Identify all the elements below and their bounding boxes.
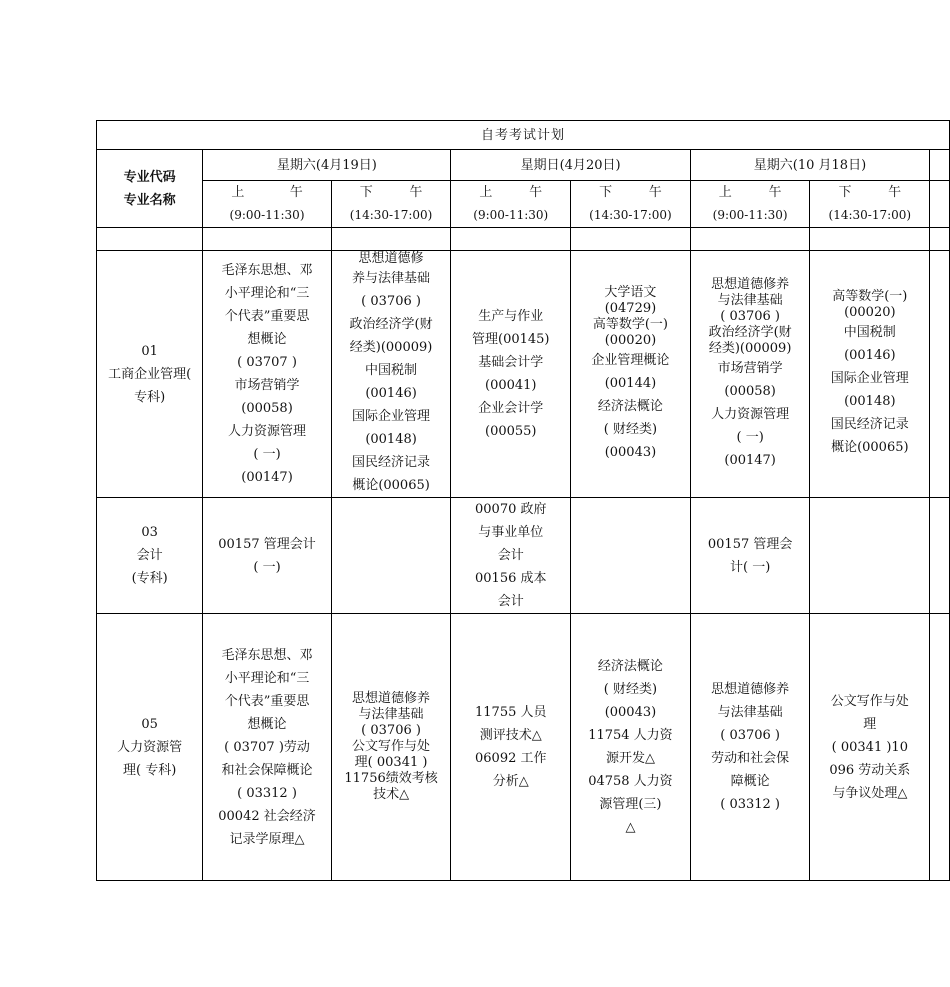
exam-subject-line: 00070 政府 xyxy=(475,502,547,517)
exam-cell xyxy=(331,614,451,881)
exam-cell xyxy=(571,498,691,614)
exam-subject-line: △ xyxy=(625,820,636,835)
exam-subject-line: 经济法概论 xyxy=(597,659,663,674)
clipped-column xyxy=(930,498,950,614)
exam-subject-line: (00043) xyxy=(604,444,657,460)
exam-cell xyxy=(331,498,451,614)
exam-subject-line: 经类)(00009) xyxy=(349,340,433,355)
table-row xyxy=(97,251,950,498)
code-label: 专业代码 xyxy=(123,169,176,185)
exam-subject-line: ( 03312 ) xyxy=(720,797,780,812)
exam-subject-line: 思想道德修养 xyxy=(711,276,790,292)
exam-subject-line: 大学语文 xyxy=(604,284,657,300)
exam-subject-line: 个代表”重要思 xyxy=(224,693,310,709)
major-cell xyxy=(97,251,203,498)
exam-subject-line: 生产与作业 xyxy=(478,309,544,324)
exam-subject-line: 中国税制 xyxy=(365,363,418,378)
exam-subject-line: 04758 人力资 xyxy=(588,774,673,789)
exam-subject-line: 高等数学(一) xyxy=(592,316,669,332)
day-header-row xyxy=(97,150,950,181)
exam-subject-line: ( 财经类) xyxy=(603,682,658,697)
exam-subject-line: 测评技术△ xyxy=(479,728,542,743)
exam-cell xyxy=(690,498,810,614)
major-code: 03 xyxy=(141,525,158,540)
exam-subject-line: 国民经济记录 xyxy=(352,455,431,470)
exam-subject-line: 经济法概论 xyxy=(597,398,663,414)
session-header-row xyxy=(97,181,950,228)
major-name: 人力资源管 xyxy=(117,739,183,755)
exam-subject-line: (00020) xyxy=(844,305,896,320)
exam-subject-line: 和社会保障概论 xyxy=(221,762,313,778)
exam-subject-line: ( 03707 ) xyxy=(237,355,297,370)
session-time: (14:30-17:00) xyxy=(589,208,672,222)
exam-subject-line: 与争议处理△ xyxy=(832,785,908,801)
major-name-line2: 理( 专科) xyxy=(123,762,177,778)
major-name-line2: (专科) xyxy=(131,571,168,586)
exam-subject-line: ( 03706 ) xyxy=(720,308,780,324)
exam-subject-line: (00144) xyxy=(604,375,657,391)
exam-subject-line: (00148) xyxy=(844,394,896,409)
exam-subject-line: 市场营销学 xyxy=(717,360,783,376)
exam-subject-line: 经类)(00009) xyxy=(708,340,792,356)
major-header xyxy=(97,150,203,228)
exam-subject-line: 与法律基础 xyxy=(717,292,783,308)
exam-subject-line: 个代表”重要思 xyxy=(224,309,310,324)
exam-subject-line: ( 一) xyxy=(253,447,281,462)
exam-subject-line: 与法律基础 xyxy=(717,705,783,720)
exam-cell xyxy=(690,251,810,498)
exam-subject-line: 思想道德修养 xyxy=(352,691,431,706)
exam-subject-line: 小平理论和“三 xyxy=(224,286,310,301)
major-cell xyxy=(97,498,203,614)
session-time: (9:00-11:30) xyxy=(473,208,549,222)
exam-subject-line: 分析△ xyxy=(492,774,529,789)
name-label: 专业名称 xyxy=(123,192,176,208)
exam-subject-line: 想概论 xyxy=(247,716,287,732)
exam-subject-line: 小平理论和“三 xyxy=(224,670,310,686)
exam-cell xyxy=(810,251,930,498)
exam-subject-line: 11755 人员 xyxy=(475,705,547,720)
clipped-column xyxy=(930,251,950,498)
major-name: 会计 xyxy=(136,548,163,563)
exam-subject-line: (04729) xyxy=(604,300,657,316)
spacer-row xyxy=(97,228,950,251)
clipped-column xyxy=(930,150,950,181)
exam-subject-line: 思想道德修养 xyxy=(711,682,790,697)
exam-subject-line: 11756绩效考核 xyxy=(344,771,438,786)
exam-subject-line: 高等数学(一) xyxy=(832,289,908,304)
session-time: (9:00-11:30) xyxy=(229,208,305,222)
exam-cell xyxy=(451,498,571,614)
exam-subject-line: ( 00341 )10 xyxy=(831,739,908,755)
exam-subject-line: 源开发△ xyxy=(605,751,655,766)
exam-subject-line: 国民经济记录 xyxy=(830,417,909,432)
session-header-2: 下 午 (14:30-17:00) xyxy=(331,181,451,228)
exam-cell xyxy=(203,614,331,881)
exam-subject-line: 记录学原理△ xyxy=(229,831,305,847)
exam-subject-line: 理( 00341 ) xyxy=(354,755,428,770)
exam-subject-line: 096 劳动关系 xyxy=(829,762,911,778)
exam-subject-line: 想概论 xyxy=(247,332,287,347)
exam-cell xyxy=(331,251,451,498)
exam-cell xyxy=(203,251,331,498)
exam-subject-line: 概论(00065) xyxy=(831,440,909,455)
exam-subject-line: ( 03707 )劳动 xyxy=(224,739,310,755)
exam-subject-line: 公文写作与处 xyxy=(830,693,909,709)
exam-cell xyxy=(810,498,930,614)
exam-subject-line: 会计 xyxy=(497,594,524,609)
exam-subject-line: 理 xyxy=(863,716,877,732)
title-row xyxy=(97,121,950,150)
exam-subject-line: (00058) xyxy=(724,383,776,399)
exam-subject-line: 基础会计学 xyxy=(478,355,544,370)
exam-subject-line: 00157 管理会计 xyxy=(218,536,316,552)
major-cell xyxy=(97,614,203,881)
exam-subject-line: 政治经济学(财 xyxy=(349,317,433,332)
exam-cell xyxy=(571,614,691,881)
exam-subject-line: (00058) xyxy=(241,401,293,416)
exam-subject-line: 概论(00065) xyxy=(352,478,430,493)
exam-subject-line: 国际企业管理 xyxy=(830,371,909,386)
exam-schedule-table xyxy=(96,120,950,881)
exam-cell xyxy=(451,614,571,881)
day-header-3: 星期六(10 月18日) xyxy=(690,150,929,181)
clipped-column xyxy=(930,181,950,228)
exam-subject-line: (00148) xyxy=(365,432,417,447)
exam-subject-line: 企业管理概论 xyxy=(591,352,670,368)
exam-cell xyxy=(571,251,691,498)
exam-subject-line: 国际企业管理 xyxy=(352,409,431,424)
exam-subject-line: (00146) xyxy=(365,386,417,401)
exam-subject-line: 00042 社会经济 xyxy=(218,808,316,824)
exam-subject-line: 管理(00145) xyxy=(472,332,550,347)
exam-subject-line: 00156 成本 xyxy=(475,571,547,586)
session-header-6: 下 午 (14:30-17:00) xyxy=(810,181,930,228)
session-header-4: 下 午 (14:30-17:00) xyxy=(571,181,691,228)
exam-subject-line: 06092 工作 xyxy=(475,751,547,766)
exam-subject-line: (00147) xyxy=(241,470,293,485)
schedule-title: 自考考试计划 xyxy=(97,121,950,150)
exam-subject-line: 养与法律基础 xyxy=(352,271,431,286)
exam-subject-line: 市场营销学 xyxy=(234,378,300,393)
exam-subject-line: 技术△ xyxy=(373,787,410,802)
exam-subject-line: ( 03706 ) xyxy=(361,294,421,309)
exam-subject-line: 人力资源管理 xyxy=(228,424,307,439)
exam-subject-line: 毛泽东思想、邓 xyxy=(221,263,313,278)
exam-subject-line: 11754 人力资 xyxy=(588,728,673,743)
session-header-5: 上 午 (9:00-11:30) xyxy=(690,181,810,228)
day-header-2: 星期日(4月20日) xyxy=(451,150,690,181)
day-header-1: 星期六(4月19日) xyxy=(203,150,451,181)
exam-subject-line: (00146) xyxy=(844,348,896,363)
exam-subject-line: ( 03312 ) xyxy=(237,785,297,801)
exam-subject-line: 源管理(三) xyxy=(599,797,662,812)
exam-subject-line: 00157 管理会 xyxy=(707,536,793,552)
exam-subject-line: 计( 一) xyxy=(729,559,771,575)
exam-subject-line: ( 一) xyxy=(736,429,764,445)
exam-cell xyxy=(203,498,331,614)
exam-subject-line: ( 03706 ) xyxy=(361,723,421,738)
exam-subject-line: ( 一) xyxy=(253,559,281,575)
session-time: (9:00-11:30) xyxy=(712,208,788,222)
exam-cell xyxy=(690,614,810,881)
exam-subject-line: 中国税制 xyxy=(843,325,896,340)
exam-cell xyxy=(451,251,571,498)
table-row xyxy=(97,614,950,881)
session-header-3: 上 午 (9:00-11:30) xyxy=(451,181,571,228)
major-code: 01 xyxy=(141,343,158,359)
exam-subject-line: 与事业单位 xyxy=(478,525,544,540)
exam-subject-line: ( 财经类) xyxy=(603,421,658,437)
exam-subject-line: (00041) xyxy=(485,378,537,393)
exam-subject-line: 公文写作与处 xyxy=(352,739,431,754)
exam-subject-line: 与法律基础 xyxy=(358,707,424,722)
exam-subject-line: (00020) xyxy=(604,332,657,348)
table-row xyxy=(97,498,950,614)
clipped-column xyxy=(930,614,950,881)
exam-subject-line: (00055) xyxy=(485,424,537,439)
exam-subject-line: 人力资源管理 xyxy=(711,406,790,422)
exam-subject-line: ( 03706 ) xyxy=(720,728,780,743)
session-time: (14:30-17:00) xyxy=(828,208,912,222)
exam-subject-line: 思想道德修 xyxy=(358,251,424,266)
exam-subject-line: (00147) xyxy=(724,452,776,468)
exam-cell xyxy=(810,614,930,881)
major-code: 05 xyxy=(141,716,158,732)
exam-subject-line: 政治经济学(财 xyxy=(708,324,792,340)
exam-subject-line: 障概论 xyxy=(730,774,770,789)
session-time: (14:30-17:00) xyxy=(349,208,433,222)
exam-subject-line: 企业会计学 xyxy=(478,401,544,416)
session-header-1: 上 午 (9:00-11:30) xyxy=(203,181,331,228)
exam-subject-line: 劳动和社会保 xyxy=(711,751,790,766)
exam-subject-line: (00043) xyxy=(604,705,657,720)
exam-subject-line: 会计 xyxy=(497,548,524,563)
exam-subject-line: 毛泽东思想、邓 xyxy=(221,647,313,663)
major-name: 工商企业管理( 专科) xyxy=(108,366,192,405)
